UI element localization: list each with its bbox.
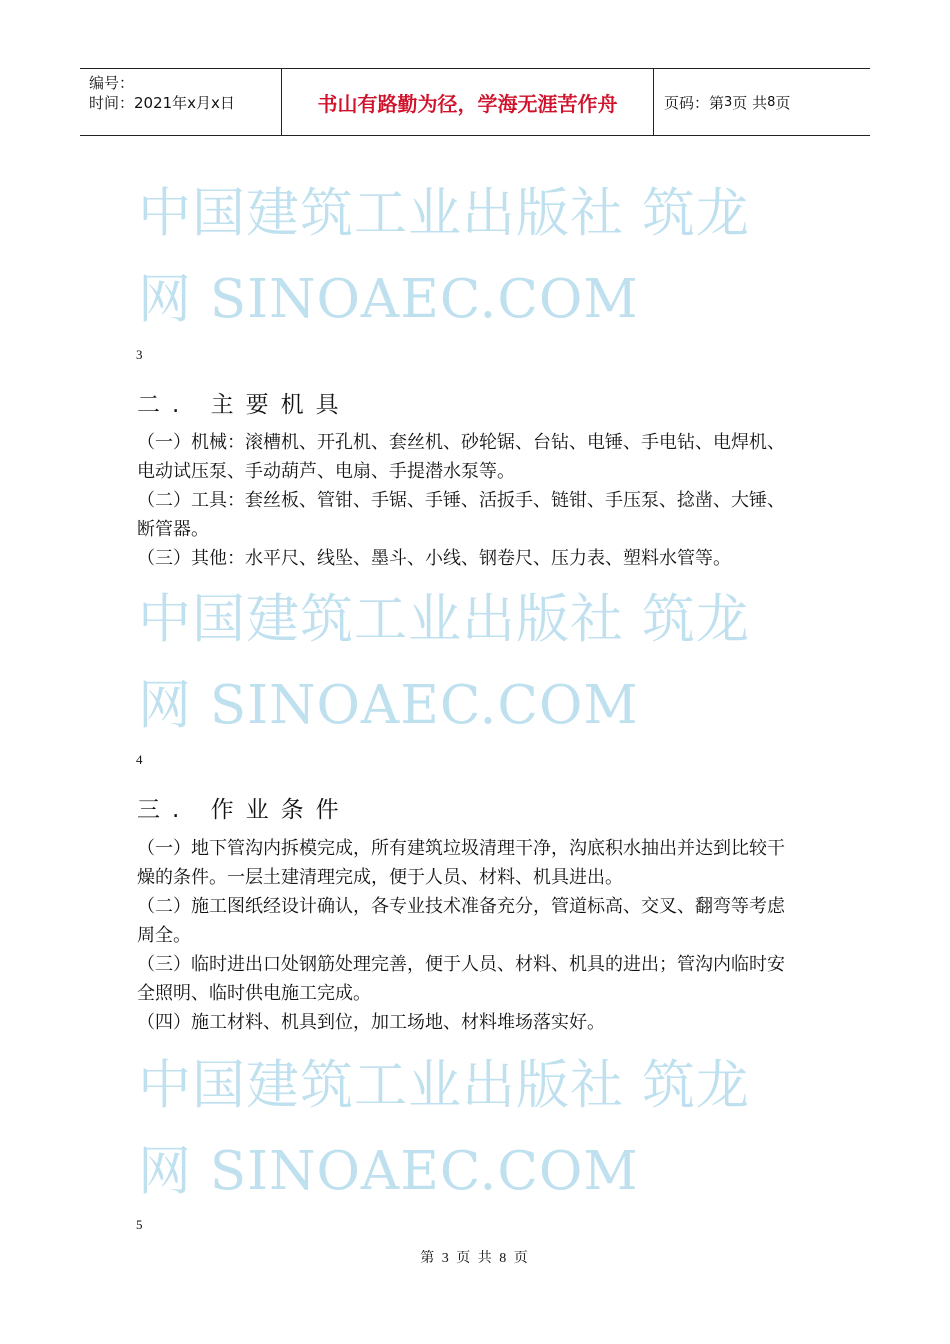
list-item: （三）其他：水平尺、线坠、墨斗、小线、钢卷尺、压力表、塑料水管等。 <box>137 548 731 569</box>
list-item: （四）施工材料、机具到位，加工场地、材料堆场落实好。 <box>137 1012 605 1033</box>
page-indicator <box>654 69 870 135</box>
page-marker: 5 <box>136 1217 143 1232</box>
watermark <box>138 182 750 332</box>
page-marker: 4 <box>136 752 143 767</box>
watermark-line2: 网 SINOAEC.COM <box>138 269 639 330</box>
list-item: （一）地下管沟内拆模完成，所有建筑垃圾清理干净，沟底积水抽出并达到比较干燥的条件。一层土建清理完成，便于人员、材料、机具进出。 <box>137 838 785 888</box>
section-heading: 二. 主要机具 <box>137 392 351 418</box>
page-footer: 第 3 页 共 8 页 <box>420 1251 530 1266</box>
section-body <box>137 428 797 573</box>
watermark-line1: 中国建筑工业出版社 筑龙 <box>138 183 750 244</box>
page-current: 3 <box>724 94 733 110</box>
date-label: 时间：2021年x月x日 <box>89 94 235 112</box>
header-info-cell <box>80 69 282 135</box>
page-total: 8 <box>767 94 776 110</box>
watermark-line2: 网 SINOAEC.COM <box>138 1141 639 1202</box>
watermark-line1: 中国建筑工业出版社 筑龙 <box>138 589 750 650</box>
watermark-line1: 中国建筑工业出版社 筑龙 <box>138 1055 750 1116</box>
list-item: （一）机械：滚槽机、开孔机、套丝机、砂轮锯、台钻、电锤、手电钻、电焊机、电动试压泵、手动葫芦、电扇、手提潜水泵等。 <box>137 432 785 482</box>
number-label: 编号： <box>89 74 135 92</box>
page-mid: 页 共 <box>732 93 768 112</box>
page-suffix: 页 <box>775 93 791 112</box>
watermark-line2: 网 SINOAEC.COM <box>138 675 639 736</box>
list-item: （二）施工图纸经设计确认，各专业技术准备充分，管道标高、交叉、翻弯等考虑周全。 <box>137 896 785 946</box>
section-heading: 三. 作业条件 <box>137 797 351 823</box>
watermark <box>138 1054 750 1204</box>
watermark <box>138 588 750 738</box>
list-item: （三）临时进出口处钢筋处理完善，便于人员、材料、机具的进出；管沟内临时安全照明、临时供电施工完成。 <box>137 954 785 1004</box>
list-item: （二）工具：套丝板、管钳、手锯、手锤、活扳手、链钳、手压泵、捻凿、大锤、断管器。 <box>137 490 785 540</box>
section-body <box>137 834 797 1037</box>
document-header <box>80 68 870 136</box>
motto: 书山有路勤为径，学海无涯苦作舟 <box>282 69 654 135</box>
page-marker: 3 <box>136 347 143 362</box>
page-prefix: 页码：第 <box>664 93 725 112</box>
